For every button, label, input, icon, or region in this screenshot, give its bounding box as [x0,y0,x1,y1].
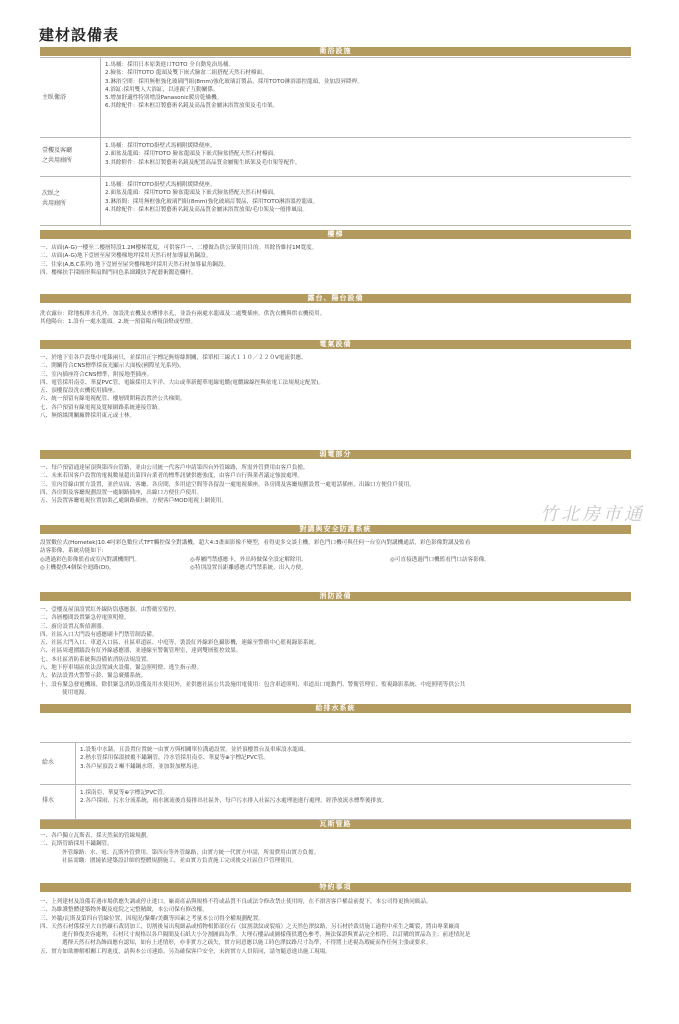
electric-list: 一、於地下室各戶設集中電錶兩只，並採用正字標記無熔絲開關，採單相三線式１１０／２２０V電流供應。 二、開關符合CNS標準採夜光顯示大面板(國際星光系列)。 三、室內插座符合CNS標準，附接地型插座。 四、電管採用南亞、華夏PVC管，電線採用太平洋、大山或華新麗華電線電纜(電纜線線徑與依電工法規規定配置)。 五、頂樓留設洗衣機使用插座。 六、統一預留有線電視配管、樓層間開箱設置於公共梯間。 七、各戶預留有線電視及寬頻網路系統連接管路。 八、無熔絲開關廠牌採用東元或士林。 [40,355,324,420]
row-label: 主臥衛浴 [42,94,67,101]
row-content: 1.馬桶：採用TOTO掛壁式馬桶附緩降便座。 2.面盆及龍頭：採用TOTO 臉盆龍頭及下嵌式臉盆搭配天然石材檯面。 3.其餘附件：採木框訂製藝術名鏡及配置高品質金屬衛生紙架及毛巾架等配件。 [100,138,301,176]
row-content: 1.採南亞、華夏等⊕字標記PVC管。 2.各戶採雨、污水分流系統，雨水匯流後直接排出社區外，每戶污水排入社區污水處理池進行處理，經淨放流水標準後排放。 [75,785,387,819]
table-row [40,138,631,177]
balcony-list: 洗衣露台：除地板排水孔外，加設洗衣機及水槽排水孔，並設有兩處水龍頭及二處雙插座，供洗衣機與烘衣機使用。 其他陽台：1.設有一處水龍頭。2.統一預留陽台吸頂燈或壁燈。 [40,311,326,326]
notes-list: 一、上列建材及設備若遇市場供應失調或停止進口，廠商產品與規格不符或品質不良或法令修改禁止使用時，在不損害客戶權益前提下，本公司得更換同級品。 二、為維護整體建築物外觀及庭院之完整精緻，本公司保有修改權。 三、外牆/瓦斯及第四台管線位置，因現況/緊鄰/美觀等因素之考量本公司得全權規劃配置。 四、天然石材係採至大自然礦石裁切加工，切割後易出現細晶或植物根節部位石（紋割款紋或裂痕）之天然色澤紋路，另石材於裁切施工過程中產生之斷裂，將由專業廠商 進行修復美容處理，石材尺寸規格以各戶隔間及石紙大小分割圖面為準。大理石樓品或圖樣僅供選色參考，無法保證與實品完全相符，以訂購的實品為主；前述情況是 選擇天然石材為飾面應有認知，如有上述情形，亦非實方之疏失，實方同意應以施工時色澤紋路尺寸為準，不得將上述視為瑕疵而作任何主張或要求。 五、實方如欲辦解相關工程進度，請與本公司連絡，另為確保客戶安全，未經實方人員陪同，請勿隨意進出施工現場。 [40,899,471,955]
row-label: 壹樓及客廳 之共用廁所 [42,147,73,164]
section-header-stairs: 樓梯 [40,230,631,239]
section-header-plumbing: 給排水系統 [40,704,631,713]
section-header-electric: 電氣設備 [40,340,631,349]
row-content: 1.馬桶：採用TOTO掛壁式馬桶附緩降便座。 2.面盆及龍頭：採用TOTO 臉盆龍頭及下嵌式臉盆搭配天然石材檯面。 3.淋浴間：採用無框強化玻璃門組(8mm)強化玻璃訂製品，採用TOTO淋浴溫控龍頭。 4.其餘配件：採木框訂製藝術名鏡及高品質金屬沐浴置放架/毛巾架及一般排風扇。 [100,177,318,225]
watermark: 竹北房市通 [540,504,645,525]
section-header-gas: 瓦斯管路 [40,820,631,829]
table-row [40,177,631,226]
section-header-weak: 弱電部分 [40,450,631,459]
table-row [40,57,631,138]
page-title: 建材設備表 [39,26,120,44]
row-label: 次臥之 共用廁所 [42,190,67,207]
section-header-balcony: 露台、陽台設備 [40,294,631,303]
intercom-list: 設置數位式(Hometek)10.4吋彩色數位式TFT觸控保全對講機，超大4:3畫面影像不變型，看得更多交談主機，彩色門口機可與任何一台室內對講機通話，彩色影像對講及監看 訪客影像，系統功能如下： ◎透過彩色影像監看或室內對講機開門。 ◎專屬門禁感應卡，外出時做保全設定解除用。 ◎可直接透過門口機監看門口訪客影像。 ◎主機提供4個保全迴路(DI)。 ◎特別設置長距離感應式門禁系統，出入方便。 [40,540,490,571]
row-label: 給水 [42,759,55,766]
stairs-list: 一、店面(A-G)一樓至二樓層特設1.2M樓梯寬度，可供客戶一、二樓做為供公眾使用目的。其餘皆維持1M寬度。 二、店面(A-G)地下壹層至屋突樓梯地坪採用天然石材加導鼠角鋼設。 三、住家(A,B,C系列) 地下壹層至屋突樓梯地坪採用天然石材加導鼠角鋼設。 四、樓梯扶手採圓形與扇間門同色系細鐵扶手配藝術鍛造欄杆。 [40,245,318,276]
table-row [40,785,631,820]
weak-list: 一、每戶預留通達屋頂與第四台管路，並由公司統一代客戶申請第四台外管線路，所需外管費用由客戶負擔。 二、未來若因客戶設置的電視數量超出第四台業者的標準訊號供應強度，由客戶自行與業者議定強波處理。 三、室內管線由實方設置，並於店面、客廳、各房間，多用途空間等各留設一處電視插座。各房間及客廳規劃設置一處電話插座，出線口方便住戶使用。 四、各房間及客廳規劃設置一處網路插座，出線口方便住戶使用。 五、另設置客廳電視位置加裝乙處網路插座，方便客戶MOD電視上網使用。 [40,465,415,505]
section-header-notes: 特約事項 [40,883,631,892]
fire-list: 一、壹樓及屋頂設置紅外線防盜感應器，由警衛室監控。 二、各層樓間設置緊急停電照明燈。 三、廚房設置瓦斯偵測器。 四、社區入口大門設有感應刷卡門禁管制設備。 五、社區大門入口、車道入口區、社區車道區、中庭等，裝設紅外線彩色攝影機，連線至警衛中心監視錄影系統。 六、社區周邊圍牆設有紅外線感應器，並連線至警衛管理室，達到雙層監控效果。 七、本社區消防系統與設備依消防法規設置。 八、地下停車場區依法設置減火設備、緊急照明燈、逃生指示燈。 九、依法設置火警警示鈴、緊急廣播系統。 十、設有緊急發電機組，除供緊急消防設備及用水使用外，並供應社區公共設施用電使用：包含車道照明、車道出口電動門、警衛管理室、監視錄影系統、中庭照明等供公共 使用電源。 [40,607,466,696]
section-header-bath: 衛浴設施 [40,47,631,56]
gas-list: 一、各戶獨立瓦斯表，採天然氣的管線規劃。 二、瓦斯管路採用不鏽鋼管。 外管線路：水、電、瓦斯外管費用、第四台等外管線路，由實方統一代實方申請，所需費用由實方負擔。 社區需繳：圍繞依建築設計師的整體規劃施工，並由實方負責施工完成後交社區住戶管理使用。 [40,833,320,864]
row-label: 排水 [42,797,55,804]
section-header-fire: 消防設備 [40,592,631,601]
section-header-intercom: 對講與安全防護系統 [40,525,631,534]
row-content: 1.設集中水錶，且設置位置統一由實方與相關單位溝通設置，並於頂樓置台及車庫設水龍頭。 2.熱水管採用保溫披覆不鏽鋼管，冷水管採用南亞、華夏等⊕字標記PVC管。 3.各戶屋頂設２噸不鏽鋼水塔，並加裝加壓馬達。 [75,742,309,784]
table-row [40,742,631,785]
row-content: 1.馬桶：採用日本原裝進口TOTO 全自動免治馬桶。 2.臉盆：採用TOTO 龍頭及雙下嵌式臉盆二組搭配天然石材檯面。 3.淋浴空間：採用無框強化玻璃門組(8mm)強化玻璃訂製品，採用TOTO淋浴溫控龍頭，並加設昇降桿。 4.浴缸:採用雙人大浴缸，以達親子互動關係。 5.增加舒適性特別增設Panasonic暖房乾燥機。 6.其餘配件：採木框訂製藝術名鏡及高品質金屬沐浴置放架及毛巾架。 [100,57,363,137]
